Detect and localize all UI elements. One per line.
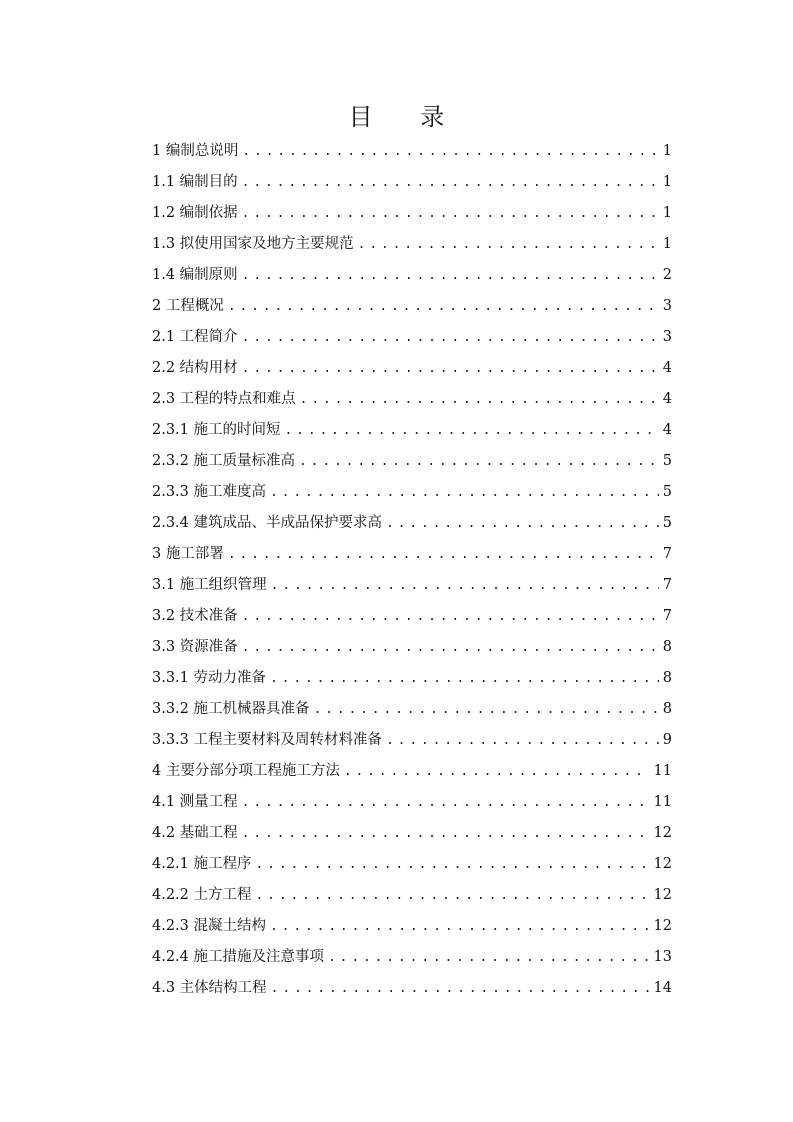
toc-page-number: 1: [662, 205, 672, 221]
toc-page-number: 1: [662, 174, 672, 190]
toc-entry[interactable]: [152, 881, 672, 912]
toc-entry-label: 4.3 主体结构工程: [152, 980, 267, 996]
toc-entry[interactable]: [152, 478, 672, 509]
toc-entry-label: 3.3.3 工程主要材料及周转材料准备: [152, 732, 383, 748]
toc-entry[interactable]: [152, 230, 672, 261]
toc-dot-leader: [271, 572, 659, 600]
toc-entry-label: 1.2 编制依据: [152, 205, 238, 221]
toc-entry[interactable]: [152, 137, 672, 168]
toc-entry-label: 2.3.2 施工质量标准高: [152, 453, 296, 469]
toc-dot-leader: [256, 851, 650, 879]
toc-page-number: 4: [662, 391, 672, 407]
toc-page-number: 8: [662, 670, 672, 686]
toc-entry[interactable]: [152, 974, 672, 1005]
toc-entry-label: 1.1 编制目的: [152, 174, 238, 190]
toc-entry-label: 2.3.1 施工的时间短: [152, 422, 281, 438]
toc-entry-label: 3.3 资源准备: [152, 639, 238, 655]
toc-entry[interactable]: [152, 509, 672, 540]
toc-dot-leader: [328, 944, 650, 972]
toc-entry-label: 4.2.3 混凝土结构: [152, 918, 267, 934]
toc-entry-label: 3 施工部署: [152, 546, 224, 562]
toc-entry[interactable]: [152, 540, 672, 571]
toc-entry-label: 2.1 工程简介: [152, 329, 238, 345]
toc-entry[interactable]: [152, 292, 672, 323]
toc-page-number: 12: [653, 887, 672, 903]
toc-entry-label: 3.2 技术准备: [152, 608, 238, 624]
toc-dot-leader: [228, 541, 659, 569]
toc-dot-leader: [242, 200, 659, 228]
toc-page-number: 12: [653, 918, 672, 934]
toc-page-number: 4: [662, 360, 672, 376]
toc-page-number: 3: [662, 298, 672, 314]
toc-entry[interactable]: [152, 199, 672, 230]
toc-entry-label: 1.3 拟使用国家及地方主要规范: [152, 236, 354, 252]
toc-entry-label: 4 主要分部分项工程施工方法: [152, 763, 340, 779]
toc-page-number: 12: [653, 856, 672, 872]
toc-dot-leader: [242, 262, 659, 290]
toc-entry-label: 1 编制总说明: [152, 143, 239, 159]
toc-entry[interactable]: [152, 664, 672, 695]
toc-page-number: 12: [653, 825, 672, 841]
toc-entry[interactable]: [152, 168, 672, 199]
toc-page-number: 4: [662, 422, 672, 438]
toc-page-number: 7: [662, 546, 672, 562]
toc-dot-leader: [242, 634, 659, 662]
toc-title: 目 录: [348, 103, 465, 131]
toc-page-number: 8: [662, 701, 672, 717]
toc-dot-leader: [285, 417, 659, 445]
toc-dot-leader: [242, 324, 659, 352]
toc-page-number: 9: [662, 732, 672, 748]
toc-entry[interactable]: [152, 943, 672, 974]
toc-page-number: 7: [662, 577, 672, 593]
toc-page-number: 1: [662, 143, 672, 159]
toc-entry-label: 4.1 测量工程: [152, 794, 238, 810]
toc-dot-leader: [242, 138, 658, 166]
toc-page-number: 5: [662, 515, 672, 531]
toc-dot-leader: [314, 696, 659, 724]
toc-entry-label: 4.2.4 施工措施及注意事项: [152, 949, 325, 965]
toc-dot-leader: [242, 789, 650, 817]
toc-entry-label: 2.3 工程的特点和难点: [152, 391, 296, 407]
toc-page-number: 1: [662, 236, 672, 252]
toc-page-number: 11: [653, 763, 672, 779]
toc-entry[interactable]: [152, 912, 672, 943]
toc-dot-leader: [228, 293, 659, 321]
toc-entry[interactable]: [152, 354, 672, 385]
toc-entry[interactable]: [152, 447, 672, 478]
toc-page-number: 11: [653, 794, 672, 810]
toc-page-number: 3: [662, 329, 672, 345]
toc-page-number: 13: [653, 949, 672, 965]
toc-entry[interactable]: [152, 602, 672, 633]
toc-page-number: 5: [662, 453, 672, 469]
toc-entry-label: 2.3.4 建筑成品、半成品保护要求高: [152, 515, 383, 531]
toc-dot-leader: [299, 448, 659, 476]
toc-entry[interactable]: [152, 726, 672, 757]
toc-entry[interactable]: [152, 633, 672, 664]
toc-dot-leader: [242, 603, 659, 631]
toc-dot-leader: [358, 231, 659, 259]
toc-dot-leader: [300, 386, 659, 414]
toc-dot-leader: [242, 169, 659, 197]
toc-dot-leader: [270, 665, 659, 693]
toc-dot-leader: [270, 913, 650, 941]
toc-entry-label: 4.2.1 施工程序: [152, 856, 252, 872]
toc-dot-leader: [344, 758, 650, 786]
toc-dot-leader: [271, 975, 650, 1003]
toc-page-number: 14: [653, 980, 672, 996]
toc-entry-label: 3.3.2 施工机械器具准备: [152, 701, 310, 717]
toc-dot-leader: [256, 882, 650, 910]
toc-entry[interactable]: [152, 819, 672, 850]
toc-dot-leader: [386, 727, 659, 755]
toc-page-number: 2: [662, 267, 672, 283]
table-of-contents: [152, 137, 672, 1005]
toc-entry[interactable]: [152, 788, 672, 819]
toc-entry-label: 4.2.2 土方工程: [152, 887, 252, 903]
toc-entry-label: 2.2 结构用材: [152, 360, 238, 376]
toc-page-number: 8: [662, 639, 672, 655]
toc-dot-leader: [242, 820, 650, 848]
toc-entry[interactable]: [152, 416, 672, 447]
toc-entry-label: 2.3.3 施工难度高: [152, 484, 267, 500]
toc-entry-label: 1.4 编制原则: [152, 267, 238, 283]
toc-entry[interactable]: [152, 757, 672, 788]
toc-entry-label: 2 工程概况: [152, 298, 224, 314]
toc-entry[interactable]: [152, 385, 672, 416]
toc-entry-label: 3.3.1 劳动力准备: [152, 670, 267, 686]
toc-page-number: 5: [662, 484, 672, 500]
toc-entry[interactable]: [152, 695, 672, 726]
toc-entry[interactable]: [152, 850, 672, 881]
toc-entry[interactable]: [152, 571, 672, 602]
toc-dot-leader: [242, 355, 659, 383]
toc-dot-leader: [386, 510, 659, 538]
toc-entry[interactable]: [152, 261, 672, 292]
toc-entry[interactable]: [152, 323, 672, 354]
toc-entry-label: 3.1 施工组织管理: [152, 577, 267, 593]
toc-page-number: 7: [662, 608, 672, 624]
toc-entry-label: 4.2 基础工程: [152, 825, 238, 841]
toc-dot-leader: [270, 479, 659, 507]
